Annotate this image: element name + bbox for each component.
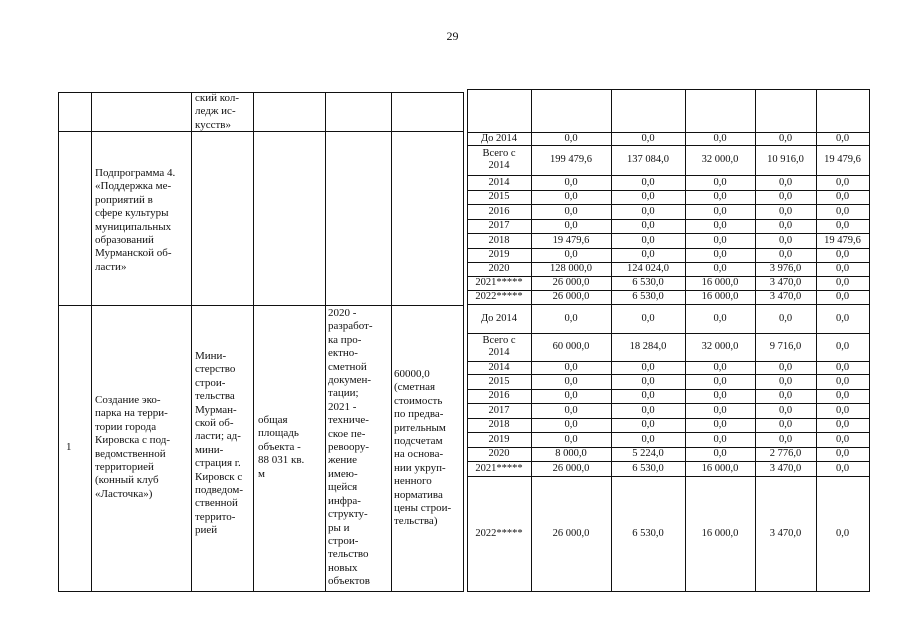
subprogram-value-cell: 0,0 (835, 191, 850, 202)
left-table-bottom-border (58, 591, 463, 592)
object-value-cell: 0,0 (641, 312, 655, 324)
subprogram-value-cell: 16 000,0 (701, 277, 739, 288)
object-value-cell: 0,0 (835, 312, 850, 324)
subprogram-value-cell: 0,0 (713, 220, 727, 231)
subprogram-value-cell: 0,0 (835, 277, 850, 288)
subprogram-value-cell: 0,0 (564, 205, 578, 217)
object-value-cell: 8 000,0 (555, 448, 587, 459)
left-table-col-line-5 (325, 92, 326, 592)
subprogram-value-cell: 0,0 (835, 205, 850, 217)
object-value-cell: 0,0 (713, 404, 727, 416)
subprogram-row-label: Всего с 2014 (482, 148, 516, 171)
object-row-label: 2017 (488, 404, 510, 416)
object-value-cell: 0,0 (713, 390, 727, 401)
subprogram-value-cell: 0,0 (778, 205, 793, 217)
object-value-cell: 0,0 (713, 448, 727, 459)
object-value-cell: 0,0 (835, 462, 850, 474)
subprogram-value-cell: 0,0 (713, 249, 727, 260)
subprogram-value-cell: 199 479,6 (550, 154, 592, 165)
subprogram-value-cell: 0,0 (641, 176, 655, 188)
subprogram-value-cell: 0,0 (835, 176, 850, 188)
subprogram-value-cell: 16 000,0 (701, 291, 739, 302)
object-row-label: 2021***** (475, 462, 523, 474)
object-value-cell: 0,0 (835, 341, 850, 352)
stage-text: 2020 - разработ- ка про- ектно- сметной докумен- тации; 2021 - техниче- ское пе- ревоору- жение имею- щейся инфра- структу- ры и строи- тельство новых объектов (328, 307, 373, 588)
object-row-label: 2016 (488, 390, 510, 401)
subprogram-value-cell: 128 000,0 (550, 263, 592, 274)
subprogram-value-cell: 0,0 (564, 249, 578, 260)
object-value-cell: 5 224,0 (632, 448, 664, 459)
object-value-cell: 0,0 (641, 361, 655, 373)
object-value-cell: 3 470,0 (769, 527, 802, 539)
financing-row-line-22 (467, 476, 870, 477)
object-value-cell: 0,0 (835, 419, 850, 430)
object-value-cell: 0,0 (778, 390, 793, 401)
subprogram-value-cell: 0,0 (713, 191, 727, 202)
object-value-cell: 0,0 (564, 375, 578, 387)
subprogram-value-cell: 0,0 (713, 234, 727, 246)
subprogram-value-cell: 0,0 (641, 132, 655, 144)
object-value-cell: 26 000,0 (552, 462, 590, 474)
subprogram-value-cell: 10 916,0 (767, 154, 804, 165)
subprogram-value-cell: 0,0 (835, 249, 850, 260)
subprogram-value-cell: 0,0 (641, 205, 655, 217)
object-row-label: Всего с 2014 (482, 335, 516, 358)
subprogram-value-cell: 0,0 (778, 220, 793, 231)
left-table-top-border (58, 92, 463, 93)
object-value-cell: 6 530,0 (632, 462, 664, 474)
object-value-cell: 0,0 (835, 433, 850, 445)
financing-col-line-7 (869, 89, 870, 591)
left-table-row-divider-2 (58, 305, 463, 306)
capacity-text: общая площадь объекта - 88 031 кв. м (258, 414, 305, 480)
subprogram-row-label: До 2014 (480, 132, 518, 144)
subprogram-value-cell: 3 470,0 (769, 277, 802, 288)
subprogram-value-cell: 19 479,6 (824, 234, 861, 246)
financing-row-line-2 (467, 145, 870, 146)
subprogram-value-cell: 3 976,0 (769, 263, 802, 274)
subprogram-value-cell: 0,0 (641, 220, 655, 231)
left-table-col-line-7 (463, 92, 464, 592)
object-row-label: 2014 (488, 361, 510, 373)
left-table-row-divider-1 (58, 131, 463, 132)
object-value-cell: 0,0 (713, 419, 727, 430)
object-value-cell: 16 000,0 (701, 462, 739, 474)
object-row-label: 2018 (488, 419, 510, 430)
subprogram-value-cell: 0,0 (778, 234, 793, 246)
subprogram-value-cell: 0,0 (713, 176, 727, 188)
subprogram-row-label: 2021***** (475, 277, 523, 288)
object-value-cell: 0,0 (835, 448, 850, 459)
object-value-cell: 0,0 (835, 527, 850, 539)
subprogram-value-cell: 6 530,0 (632, 291, 664, 302)
subprogram-value-cell: 0,0 (564, 176, 578, 188)
subprogram-value-cell: 26 000,0 (552, 291, 590, 302)
object-value-cell: 0,0 (713, 433, 727, 445)
object-value-cell: 0,0 (713, 361, 727, 373)
left-table-col-line-3 (191, 92, 192, 592)
object-name: Создание эко- парка на терри- тории города Кировска с под- ведомственной территорией (конный клуб «Ласточка») (95, 394, 171, 500)
subprogram-row-label: 2022***** (475, 291, 523, 302)
object-value-cell: 0,0 (778, 419, 793, 430)
subprogram-value-cell: 0,0 (835, 132, 850, 144)
object-value-cell: 0,0 (835, 361, 850, 373)
subprogram-value-cell: 0,0 (835, 263, 850, 274)
object-value-cell: 0,0 (564, 312, 578, 324)
object-value-cell: 0,0 (564, 361, 578, 373)
subprogram-title: Подпрограмма 4. «Поддержка ме- роприятий в сфере культуры муниципальных образований Мурманской об- ласти» (95, 167, 176, 273)
subprogram-value-cell: 0,0 (713, 205, 727, 217)
left-table-col-line-4 (253, 92, 254, 592)
subprogram-value-cell: 0,0 (641, 191, 655, 202)
object-value-cell: 0,0 (778, 312, 793, 324)
object-value-cell: 0,0 (835, 390, 850, 401)
object-value-cell: 0,0 (564, 404, 578, 416)
subprogram-value-cell: 3 470,0 (769, 291, 802, 302)
financing-row-line-23 (467, 591, 870, 592)
cost-text: 60000,0 (сметная стоимость по предва- рительным подсчетам на основа- нии укруп- ненного норматива цены строи- тельства) (394, 368, 452, 528)
object-row-label: До 2014 (480, 312, 518, 324)
subprogram-value-cell: 0,0 (564, 220, 578, 231)
subprogram-value-cell: 124 024,0 (627, 263, 669, 274)
page-number: 29 (446, 29, 459, 43)
object-value-cell: 0,0 (641, 419, 655, 430)
object-value-cell: 6 530,0 (632, 527, 664, 539)
object-value-cell: 0,0 (778, 361, 793, 373)
subprogram-value-cell: 0,0 (835, 220, 850, 231)
left-table-col-line-2 (91, 92, 92, 592)
subprogram-row-label: 2016 (488, 205, 510, 217)
subprogram-value-cell: 0,0 (835, 291, 850, 302)
object-value-cell: 60 000,0 (552, 341, 590, 352)
object-value-cell: 3 470,0 (769, 462, 802, 474)
object-row-label: 2022***** (475, 527, 523, 539)
subprogram-value-cell: 0,0 (713, 132, 727, 144)
left-table-col-line-6 (391, 92, 392, 592)
subprogram-value-cell: 0,0 (778, 176, 793, 188)
object-row-label: 2020 (488, 448, 510, 459)
object-value-cell: 2 776,0 (769, 448, 802, 459)
subprogram-row-label: 2017 (488, 220, 510, 231)
subprogram-row-label: 2020 (488, 263, 510, 274)
object-value-cell: 0,0 (641, 433, 655, 445)
subprogram-value-cell: 19 479,6 (552, 234, 590, 246)
object-value-cell: 0,0 (778, 404, 793, 416)
object-value-cell: 0,0 (564, 419, 578, 430)
subprogram-value-cell: 32 000,0 (701, 154, 739, 165)
subprogram-value-cell: 0,0 (564, 132, 578, 144)
subprogram-row-label: 2015 (488, 191, 510, 202)
object-value-cell: 0,0 (641, 404, 655, 416)
subprogram-row-label: 2014 (488, 176, 510, 188)
subprogram-value-cell: 6 530,0 (632, 277, 664, 288)
object-value-cell: 9 716,0 (769, 341, 802, 352)
executor-text: Мини- стерство строи- тельства Мурман- ской об- ласти; ад- мини- страция г. Кировск с подведом- ственной террито- рией (195, 350, 244, 537)
row-number: 1 (66, 441, 72, 453)
left-table-col-line-1 (58, 92, 59, 592)
subprogram-value-cell: 0,0 (713, 263, 727, 274)
subprogram-value-cell: 0,0 (778, 249, 793, 260)
financing-row-line-13 (467, 333, 870, 334)
subprogram-row-label: 2019 (488, 249, 510, 260)
subprogram-value-cell: 26 000,0 (552, 277, 590, 288)
object-value-cell: 0,0 (835, 375, 850, 387)
subprogram-value-cell: 0,0 (641, 249, 655, 260)
object-value-cell: 26 000,0 (552, 527, 590, 539)
object-value-cell: 0,0 (641, 375, 655, 387)
subprogram-value-cell: 0,0 (641, 234, 655, 246)
object-value-cell: 0,0 (564, 390, 578, 401)
object-value-cell: 0,0 (564, 433, 578, 445)
object-value-cell: 0,0 (641, 390, 655, 401)
object-value-cell: 0,0 (713, 375, 727, 387)
subprogram-value-cell: 0,0 (564, 191, 578, 202)
object-value-cell: 32 000,0 (701, 341, 739, 352)
object-value-cell: 0,0 (778, 375, 793, 387)
object-row-label: 2015 (488, 375, 510, 387)
continued-college-text: ский кол- ледж ис- кусств» (195, 92, 240, 131)
subprogram-value-cell: 0,0 (778, 191, 793, 202)
subprogram-row-label: 2018 (488, 234, 510, 246)
financing-top-border (467, 89, 870, 90)
object-value-cell: 18 284,0 (629, 341, 667, 352)
subprogram-value-cell: 0,0 (778, 132, 793, 144)
object-value-cell: 0,0 (713, 312, 727, 324)
object-value-cell: 16 000,0 (701, 527, 739, 539)
object-value-cell: 0,0 (778, 433, 793, 445)
object-value-cell: 0,0 (835, 404, 850, 416)
subprogram-value-cell: 137 084,0 (627, 154, 669, 165)
subprogram-value-cell: 19 479,6 (824, 154, 861, 165)
financing-row-line-12 (467, 304, 870, 305)
object-row-label: 2019 (488, 433, 510, 445)
